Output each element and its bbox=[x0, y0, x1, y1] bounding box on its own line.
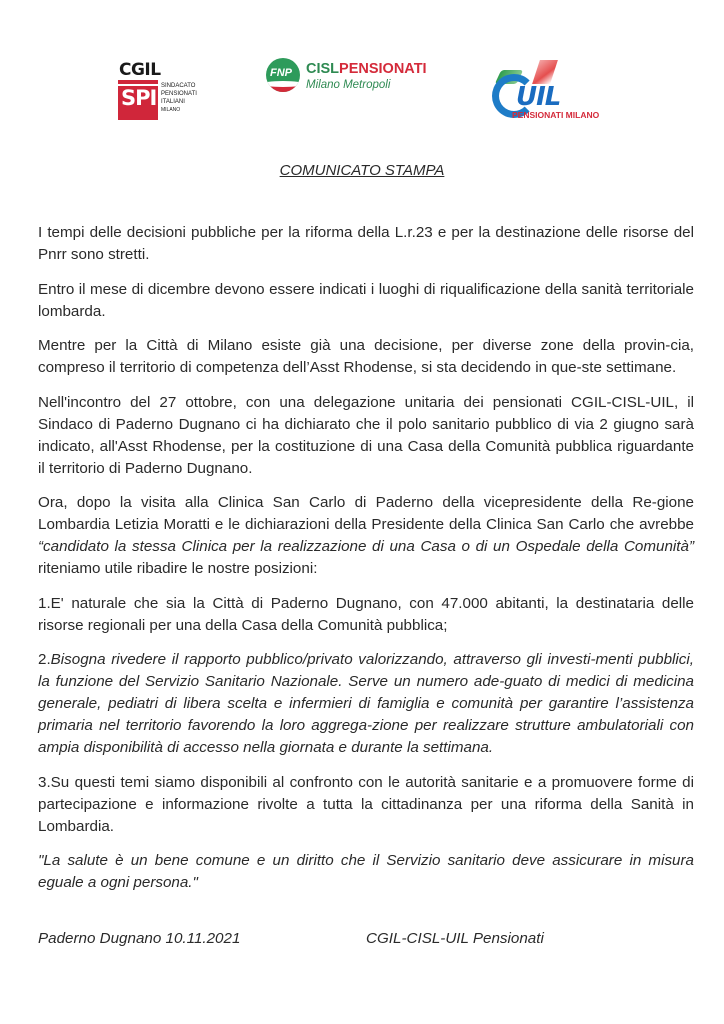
paragraph: I tempi delle decisioni pubbliche per la riforma della L.r.23 e per la destinazione delle risorse del Pnrr sono stretti. bbox=[38, 224, 694, 263]
document-body bbox=[38, 222, 694, 907]
spi-logo-line: PENSIONATI bbox=[161, 91, 197, 97]
uil-logo-name: UIL bbox=[516, 82, 561, 112]
point-2-number: 2. bbox=[38, 651, 51, 668]
spi-logo-line: MILANO bbox=[161, 107, 181, 113]
fnp-cisl-logo bbox=[266, 58, 446, 104]
point-1: 1.E' naturale che sia la Città di Paderno Dugnano, con 47.000 abitanti, la destinataria delle risorse regionali per una della Casa della Comunità pubblica; bbox=[38, 594, 694, 634]
point-3: 3.Su questi temi siamo disponibili al confronto con le autorità sanitarie e a promuovere forme di partecipazione e informazione rivolte a tutta la cittadinanza per una riforma della Sanità in Lombardia. bbox=[38, 773, 694, 835]
clinic-quote: “candidato la stessa Clinica per la realizzazione di una Casa o di un Ospedale della Comunità” bbox=[38, 538, 694, 555]
spi-logo-box bbox=[118, 80, 158, 120]
paragraph-text: riteniamo utile ribadire le nostre posizioni: bbox=[38, 560, 318, 577]
document-footer bbox=[38, 930, 694, 952]
paragraph: Nell'incontro del 27 ottobre, con una delegazione unitaria dei pensionati CGIL-CISL-UIL, il Sindaco di Paderno Dugnano ci ha dichiarato che il polo sanitario pubblico di via 2 giugno sarà indicato, all'Asst Rhodense, per la costituzione di una Casa della Comunità pubblica riguardante il territorio di Paderno Dugnano. bbox=[38, 393, 694, 477]
logo-header bbox=[0, 0, 724, 140]
signature: CGIL-CISL-UIL Pensionati bbox=[366, 930, 544, 947]
paragraph-text: Ora, dopo la visita alla Clinica San Carlo di Paderno della vicepresidente della Re-gione Lombardia Letizia Moratti e le dichiarazioni della Presidente della Clinica San Carlo che avrebbe bbox=[38, 494, 694, 533]
uil-logo-red-stripe bbox=[532, 60, 558, 84]
cgil-spi-logo bbox=[118, 60, 198, 122]
fnp-logo-mark: FNP bbox=[270, 67, 292, 79]
cisl-logo-subtitle: Milano Metropoli bbox=[306, 79, 391, 91]
cisl-logo-name: CISL bbox=[306, 61, 340, 77]
point-2 bbox=[38, 649, 694, 759]
cgil-logo-name: CGIL bbox=[119, 60, 161, 80]
paragraph: Entro il mese di dicembre devono essere indicati i luoghi di riqualificazione della sanità territoriale lombarda. bbox=[38, 280, 694, 320]
fnp-logo-emblem bbox=[266, 58, 300, 92]
document-heading: COMUNICATO STAMPA bbox=[279, 162, 445, 179]
paragraph bbox=[38, 492, 694, 580]
uil-logo-subtitle: PENSIONATI MILANO bbox=[512, 110, 600, 120]
paragraph: Mentre per la Città di Milano esiste già una decisione, per diverse zone della provin-cia, compreso il territorio di competenza dell’Asst Rhodense, si sta decidendo in que-ste settimane. bbox=[38, 337, 694, 376]
cisl-logo-pensionati: PENSIONATI bbox=[339, 61, 427, 77]
spi-logo-line: SINDACATO bbox=[161, 83, 196, 89]
spi-logo-mark: SPI bbox=[121, 86, 157, 110]
closing-quote: "La salute è un bene comune e un diritto che il Servizio sanitario deve assicurare in misura eguale a ogni persona." bbox=[38, 852, 694, 891]
point-2-text: Bisogna rivedere il rapporto pubblico/privato valorizzando, attraverso gli investi-menti pubblici, la funzione del Servizio Sanitario Nazionale. Serve un numero ade-guato di medici di medicina generale, pediatri di libera scelta e infermieri di famiglia e comunità per garantire l’assistenza primaria nel territorio favorendo la loro aggrega-zione per realizzare strutture ambulatoriali con ampia disponibilità di accesso nella giornata e durante la settimana. bbox=[38, 651, 694, 756]
spi-logo-text bbox=[161, 82, 197, 114]
place-date: Paderno Dugnano 10.11.2021 bbox=[38, 930, 241, 947]
cisl-logo-title bbox=[306, 61, 427, 77]
spi-logo-line: ITALIANI bbox=[161, 99, 185, 105]
fnp-logo-white-band bbox=[266, 81, 300, 87]
uil-logo bbox=[488, 60, 608, 124]
